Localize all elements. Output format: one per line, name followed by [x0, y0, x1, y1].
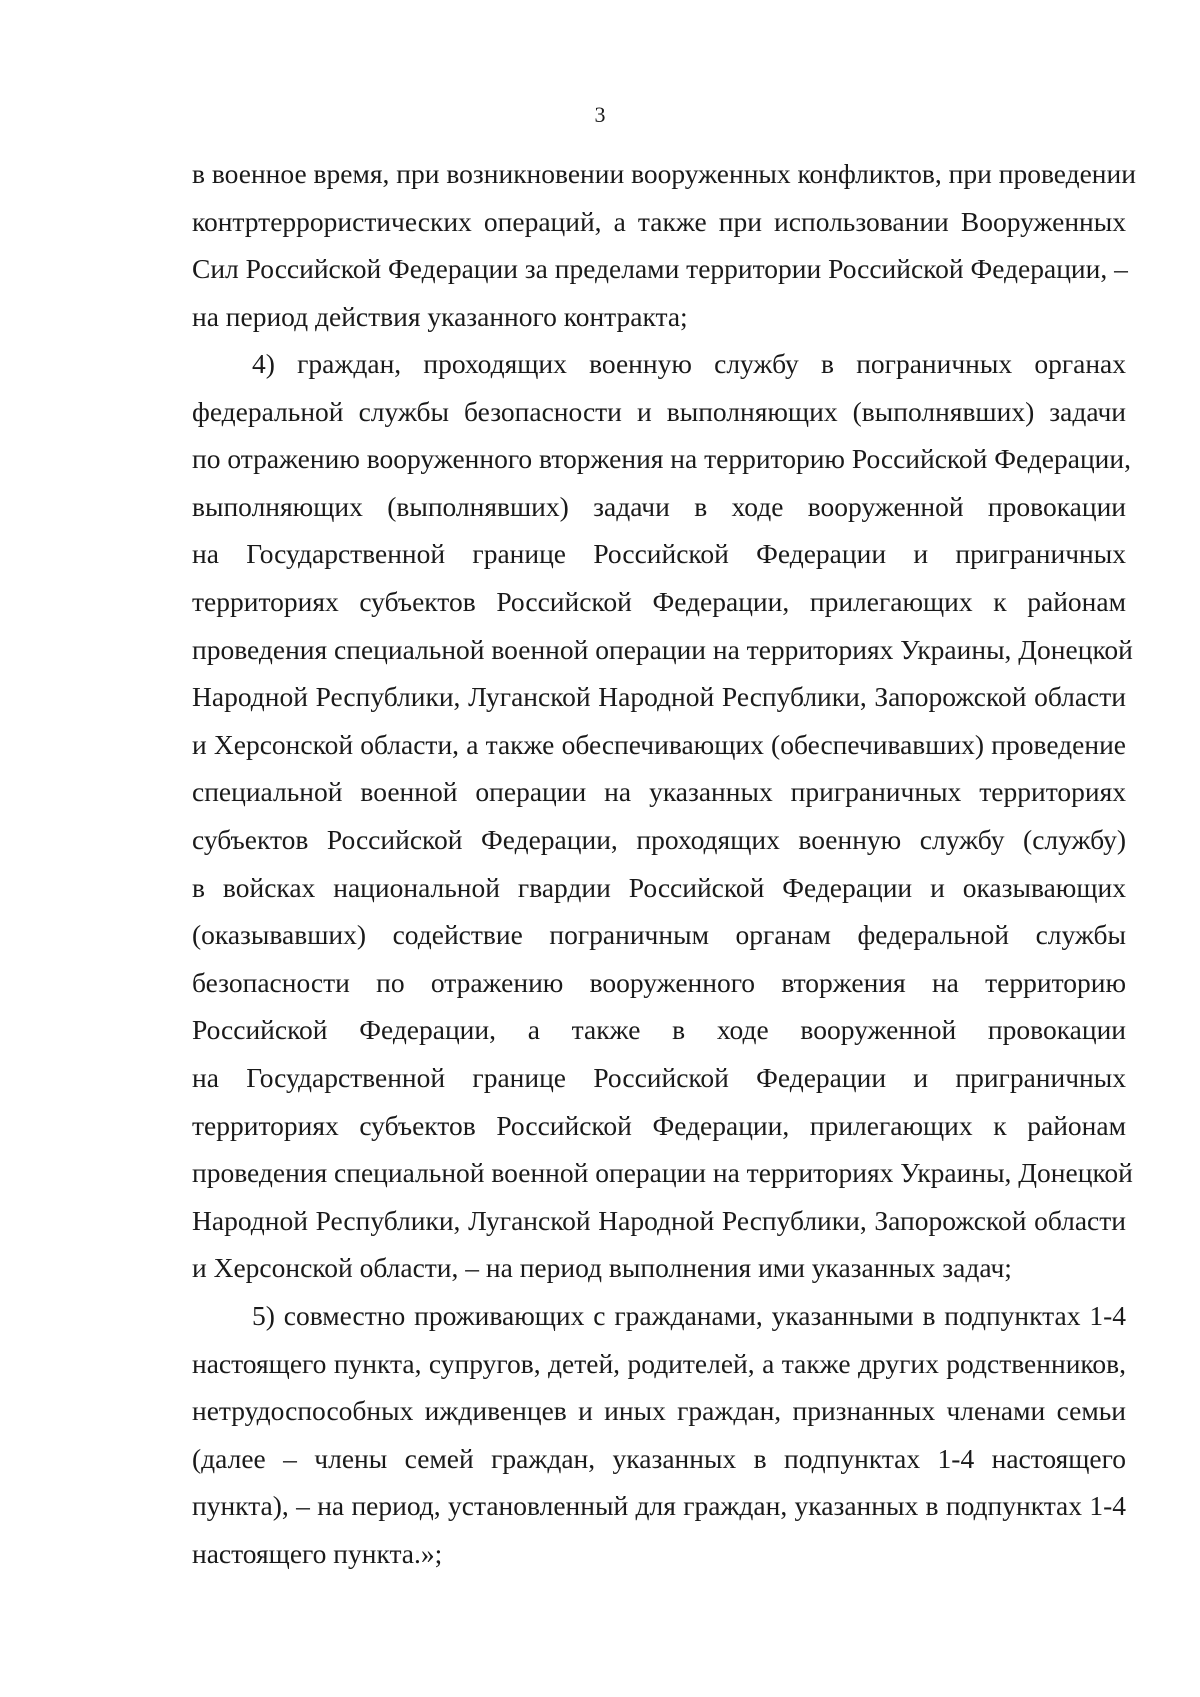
text-line: на Государственной границе Российской Федерации и приграничных — [192, 1061, 1126, 1093]
text-line: в военное время, при возникновении вооруженных конфликтов, при проведении — [192, 158, 1136, 189]
text-line: на Государственной границе Российской Федерации и приграничных — [192, 538, 1126, 570]
text-line: проведения специальной военной операции на территориях Украины, Донецкой — [192, 633, 1133, 665]
text-line: на период действия указанного контракта; — [192, 300, 688, 332]
text-line: в войсках национальной гвардии Российской Федерации и оказывающих — [192, 871, 1126, 903]
text-line: Народной Республики, Луганской Народной Республики, Запорожской области — [192, 1204, 1126, 1236]
text-line: специальной военной операции на указанных приграничных территориях — [192, 776, 1126, 808]
text-line: нетрудоспособных иждивенцев и иных граждан, признанных членами семьи — [192, 1395, 1126, 1427]
text-line: настоящего пункта.»; — [192, 1537, 443, 1569]
text-line: территориях субъектов Российской Федерации, прилегающих к районам — [192, 585, 1126, 617]
text-line: выполняющих (выполнявших) задачи в ходе вооруженной провокации — [192, 490, 1126, 522]
paragraph-item-4 — [192, 340, 1133, 1292]
text-line: территориях субъектов Российской Федерации, прилегающих к районам — [192, 1109, 1126, 1141]
text-line: субъектов Российской Федерации, проходящих военную службу (службу) — [192, 823, 1126, 855]
text-line: (оказывавших) содействие пограничным органам федеральной службы — [192, 919, 1126, 951]
text-line: по отражению вооруженного вторжения на территорию Российской Федерации, — [192, 443, 1131, 475]
text-line: пункта), – на период, установленный для граждан, указанных в подпунктах 1-4 — [192, 1490, 1126, 1522]
text-line: проведения специальной военной операции на территориях Украины, Донецкой — [192, 1157, 1133, 1189]
text-line: и Херсонской области, – на период выполнения ими указанных задач; — [192, 1252, 1012, 1284]
paragraph-continuation — [192, 150, 1136, 340]
text-line: Российской Федерации, а также в ходе вооруженной провокации — [192, 1014, 1126, 1046]
paragraph-item-5 — [192, 1292, 1126, 1578]
text-line: контртеррористических операций, а также при использовании Вооруженных — [192, 205, 1126, 237]
text-line: Сил Российской Федерации за пределами территории Российской Федерации, – — [192, 253, 1128, 285]
text-line: безопасности по отражению вооруженного вторжения на территорию — [192, 966, 1126, 998]
text-line: Народной Республики, Луганской Народной Республики, Запорожской области — [192, 681, 1126, 713]
text-line: настоящего пункта, супругов, детей, родителей, а также других родственников, — [192, 1347, 1126, 1379]
page-number: 3 — [594, 102, 606, 127]
text-line: 4) граждан, проходящих военную службу в пограничных органах — [252, 348, 1126, 379]
text-line: и Херсонской области, а также обеспечивающих (обеспечивавших) проведение — [192, 728, 1126, 760]
text-line: (далее – члены семей граждан, указанных в подпунктах 1-4 настоящего — [192, 1442, 1126, 1474]
text-line: федеральной службы безопасности и выполняющих (выполнявших) задачи — [192, 395, 1126, 427]
text-line: 5) совместно проживающих с гражданами, указанными в подпунктах 1-4 — [252, 1300, 1126, 1331]
